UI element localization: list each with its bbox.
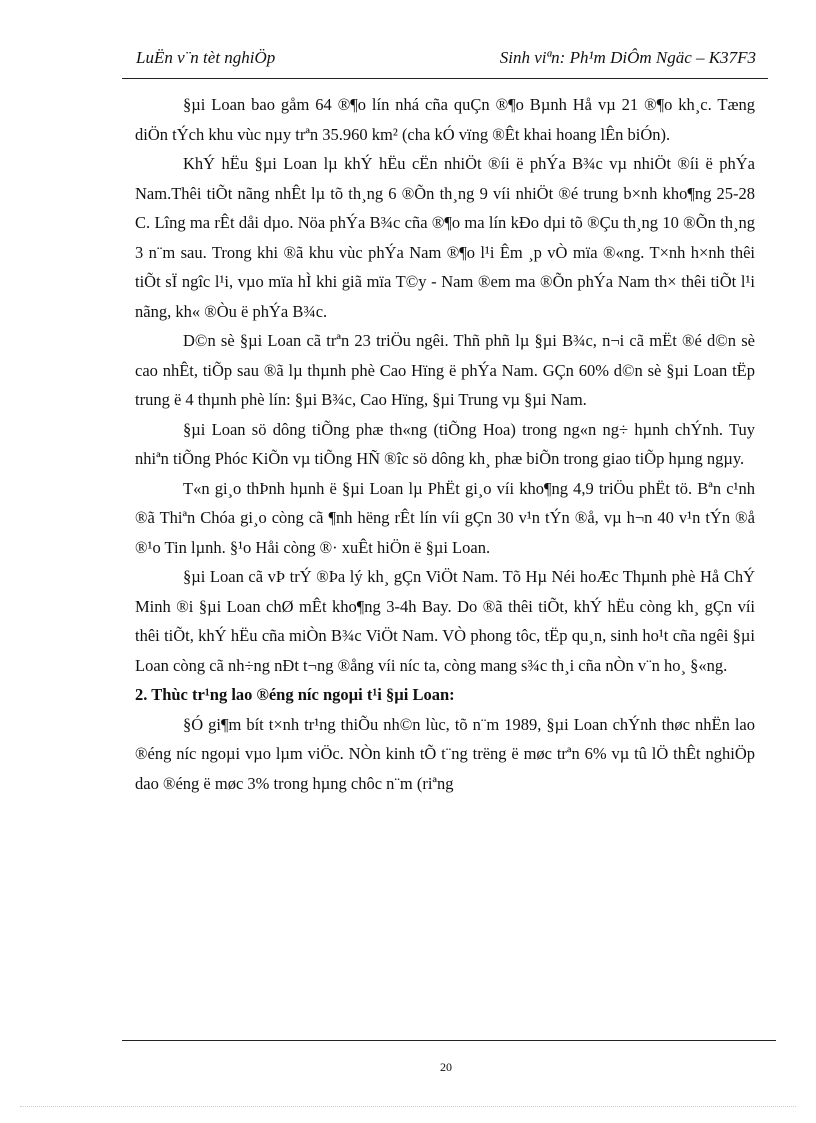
paragraph-area: §µi Loan bao gåm 64 ®¶o lín nhá cña quÇn ®¶o Bµnh Hå vµ 21 ®¶o kh¸c. Tæng diÖn tÝch khu vùc nµy trªn 35.960 km² (cha kÓ vïng ®Êt khai hoang lÊn biÓn). xyxy=(135,95,755,144)
page-number: 20 xyxy=(440,1060,452,1074)
header-rule xyxy=(122,78,768,79)
paragraph-population: D©n sè §µi Loan cã trªn 23 triÖu ngêi. Thñ phñ lµ §µi B¾c, n¬i cã mËt ®é d©n sè cao nhÊt, tiÕp sau ®ã lµ thµnh phè Cao Hïng ë phÝa Nam. GÇn 60% d©n sè §µi Loan tËp trung ë 4 thµnh phè lín: §µi B¾c, Cao Hïng, §µi Trung vµ §µi Nam. xyxy=(135,331,755,409)
body-text xyxy=(135,90,755,798)
page-edge-divider xyxy=(20,1106,796,1107)
section-heading: 2. Thùc tr¹ng lao ®éng níc ngoµi t¹i §µi Loan: xyxy=(135,685,455,704)
header-student-name: Sinh viªn: Ph¹m DiÔm Ngäc – K37F3 xyxy=(499,48,756,67)
page-header xyxy=(136,48,756,74)
paragraph-geography: §µi Loan cã vÞ trÝ ®Þa lý kh¸ gÇn ViÖt Nam. Tõ Hµ Néi hoÆc Thµnh phè Hå ChÝ Minh ®i §µi Loan chØ mÊt kho¶ng 3-4h Bay. Do ®ã thêi tiÕt, khÝ hËu còng kh¸ gÇn víi thêi tiÕt, khÝ hËu cña miÒn B¾c ViÖt Nam. VÒ phong tôc, tËp qu¸n, sinh ho¹t cña ngêi §µi Loan còng cã nh÷ng nÐt t¬ng ®ång víi níc ta, còng mang s¾c th¸i cña nÒn v¨n ho¸ §«ng. xyxy=(135,567,755,675)
paragraph-climate: KhÝ hËu §µi Loan lµ khÝ hËu cËn nhiÖt ®íi ë phÝa B¾c vµ nhiÖt ®íi ë phÝa Nam.Thêi tiÕt nãng nhÊt lµ tõ th¸ng 6 ®Õn th¸ng 9 víi nhiÖt ®é trung b×nh kho¶ng 25-28 C. Lîng ma rÊt dåi dµo. Nöa phÝa B¾c cña ®¶o ma lín kÐo dµi tõ ®Çu th¸ng 10 ®Õn th¸ng 3 n¨m sau. Trong khi ®ã khu vùc phÝa Nam ®¶o l¹i Êm ¸p vÒ mïa ®«ng. T×nh h×nh thêi tiÕt sÏ ngîc l¹i, vµo mïa hÌ khi giã mïa T©y - Nam ®em ma ®Õn phÝa Nam th× thêi tiÕt l¹i nãng, kh« ®Òu ë phÝa B¾c. xyxy=(135,154,755,321)
paragraph-language: §µi Loan sö dông tiÕng phæ th«ng (tiÕng Hoa) trong ng«n ng÷ hµnh chÝnh. Tuy nhiªn tiÕng Phóc KiÕn vµ tiÕng HÑ ®îc sö dông kh¸ phæ biÕn trong giao tiÕp hµng ngµy. xyxy=(135,419,755,468)
header-thesis-title: LuËn v¨n tèt nghiÖp xyxy=(136,48,276,67)
paragraph-labor: §Ó gi¶m bít t×nh tr¹ng thiÕu nh©n lùc, tõ n¨m 1989, §µi Loan chÝnh thøc nhËn lao ®éng níc ngoµi vµo lµm viÖc. NÒn kinh tÕ t¨ng trëng ë møc trªn 6% vµ tû lÖ thÊt nghiÖp dao ®éng ë møc 3% trong hµng chôc n¨m (riªng xyxy=(135,714,755,793)
footer-rule xyxy=(122,1040,776,1041)
paragraph-religion: T«n gi¸o thÞnh hµnh ë §µi Loan lµ PhËt gi¸o víi kho¶ng 4,9 triÖu phËt tö. Bªn c¹nh ®ã Thiªn Chóa gi¸o còng cã ¶nh hëng rÊt lín víi gÇn 30 v¹n tÝn ®å, vµ h¬n 40 v¹n tÝn ®å ®¹o Tin lµnh. §¹o Håi còng ®· xuÊt hiÖn ë §µi Loan. xyxy=(135,478,755,557)
